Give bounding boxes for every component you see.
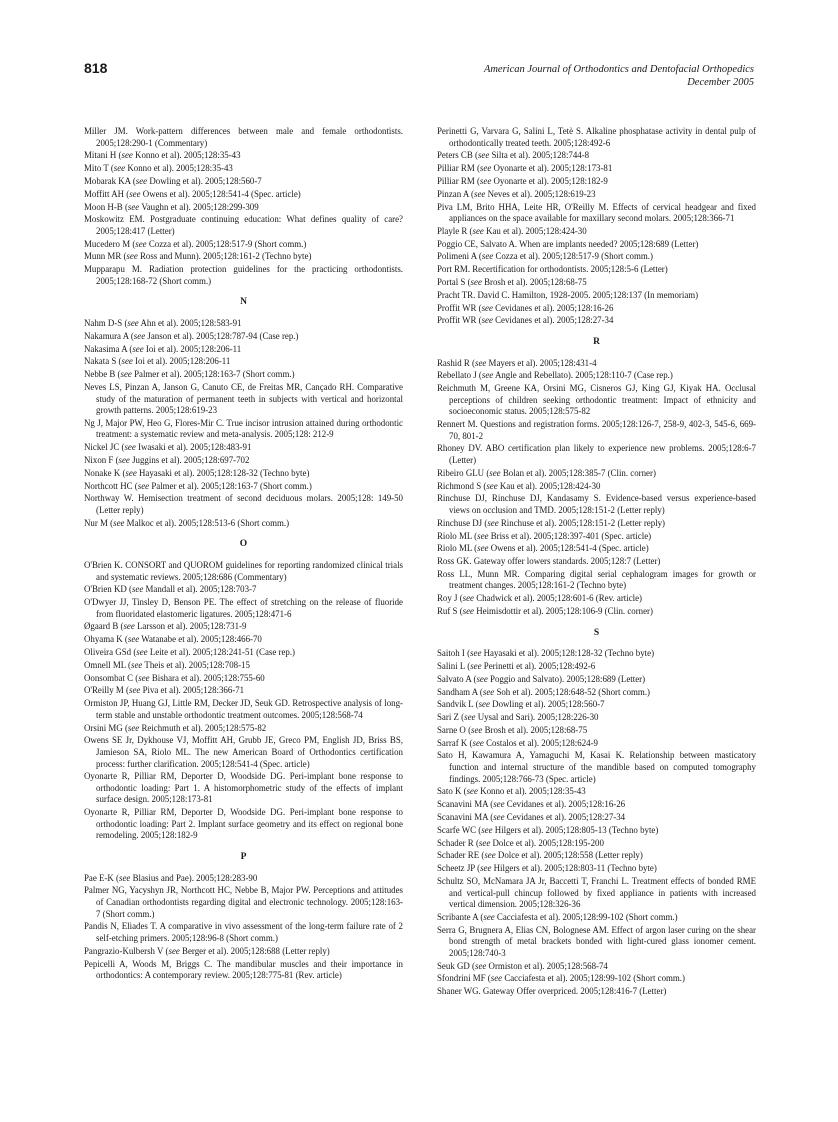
index-entry: Pangrazio-Kulbersh V (see Berger et al). 2005;128:688 (Letter reply) [84, 945, 330, 956]
index-entry: Sato K (see Konno et al). 2005;128:35-43 [437, 786, 586, 797]
index-entry: Roy J (see Chadwick et al). 2005;128:601-6 (Rev. article) [437, 593, 642, 604]
index-entry: Seuk GD (see Ormiston et al). 2005;128:568-74 [437, 960, 608, 971]
index-entry: Peters CB (see Silta et al). 2005;128:744-8 [437, 150, 590, 161]
journal-issue-date: December 2005 [687, 77, 754, 88]
index-entry: Ng J, Major PW, Heo G, Flores-Mir C. True incisor intrusion attained during orthodontic treatment: a systematic review and meta-analysis. 2005;128: 212-9 [84, 417, 403, 440]
index-entry: Ruf S (see Heimisdottir et al). 2005;128:106-9 (Clin. corner) [437, 606, 653, 617]
index-entry: Pilliar RM (see Oyonarte et al). 2005;128:182-9 [437, 175, 608, 186]
index-entry: Polimeni A (see Cozza et al). 2005;128:517-9 (Short comm.) [437, 251, 653, 262]
index-entry: Scheetz JP (see Hilgers et al). 2005;128:803-11 (Techno byte) [437, 863, 657, 874]
index-entry: Pracht TR. David C. Hamilton, 1928-2005. 2005;128:137 (In memoriam) [437, 289, 699, 300]
index-entry: Richmond S (see Kau et al). 2005;128:424-30 [437, 480, 601, 491]
section-letter-heading: P [240, 852, 247, 863]
journal-header [484, 63, 754, 89]
index-entry: Mucedero M (see Cozza et al). 2005;128:517-9 (Short comm.) [84, 238, 307, 249]
index-entry: Nakata S (see Ioi et al). 2005;128:206-11 [84, 356, 231, 367]
index-entry: Playle R (see Kau et al). 2005;128:424-30 [437, 225, 587, 236]
index-entry: Schader RE (see Dolce et al). 2005;128:558 (Letter reply) [437, 850, 643, 861]
index-entry: Sfondrini MF (see Cacciafesta et al). 2005;128:99-102 (Short comm.) [437, 973, 685, 984]
index-entry: Rennert M. Questions and registration forms. 2005;128:126-7, 258-9, 402-3, 545-6, 669-70, 801-2 [437, 419, 756, 441]
index-entry: Ross LL, Munn MR. Comparing digital serial cephalogram images for growth or treatment changes. 2005;128:161-2 (Techno byte) [437, 568, 756, 591]
index-entry: Nonake K (see Hayasaki et al). 2005;128:128-32 (Techno byte) [84, 467, 310, 478]
index-entry: Nur M (see Malkoc et al). 2005;128:513-6 (Short comm.) [84, 517, 290, 528]
index-column-left [84, 126, 403, 983]
index-entry: Rebellato J (see Angle and Rebellato). 2005;128:110-7 (Case rep.) [437, 370, 673, 381]
index-entry: O'Reilly M (see Piva et al). 2005;128:366-71 [84, 685, 245, 696]
journal-title: American Journal of Orthodontics and Dentofacial Orthopedics [483, 64, 754, 75]
index-entry: O'Brien KD (see Mandall et al). 2005;128:703-7 [84, 584, 257, 595]
index-entry: Neves LS, Pinzan A, Janson G, Canuto CE, de Freitas MR, Cançado RH. Comparative study of the maturation of permanent teeth in subjects with vertical and horizontal growth patterns. 2005;128:619-23 [84, 381, 403, 416]
index-entry: Mitani H (see Konno et al). 2005;128:35-43 [84, 150, 241, 161]
index-entry: Rinchuse DJ, Rinchuse DJ, Kandasamy S. Evidence-based versus experience-based views on occlusion and TMD. 2005;128:151-2 (Letter reply) [437, 493, 756, 515]
section-letter-heading: O [239, 539, 248, 550]
index-entry: Moffitt AH (see Owens et al). 2005;128:541-4 (Spec. article) [84, 188, 301, 199]
index-column-right [437, 126, 756, 999]
index-entry: Nakasima A (see Ioi et al). 2005;128:206-11 [84, 343, 242, 354]
index-entry: Oliveira GSd (see Leite et al). 2005;128:241-51 (Case rep.) [84, 647, 296, 658]
index-entry: Sarne O (see Brosh et al). 2005;128:68-75 [437, 724, 588, 735]
index-entry: Nebbe B (see Palmer et al). 2005;128:163-7 (Short comm.) [84, 369, 295, 380]
index-entry: Rhoney DV. ABO certification plan likely to experience new problems. 2005;128:6-7 (Letter) [437, 443, 756, 466]
index-entry: Rinchuse DJ (see Rinchuse et al). 2005;128:151-2 (Letter reply) [437, 517, 666, 528]
section-letter-heading: S [593, 627, 600, 638]
index-entry: Pandis N, Eliades T. A comparative in vivo assessment of the long-term failure rate of 2 self-etching primers. 2005;128:96-8 (Short comm.) [84, 921, 403, 943]
index-entry: Palmer NG, Yacyshyn JR, Northcott HC, Nebbe B, Major PW. Perceptions and attitudes of Canadian orthodontists regarding digital and electronic technology. 2005;128:163-7 (Short comm.) [84, 885, 403, 919]
index-entry: Pepicelli A, Woods M, Briggs C. The mandibular muscles and their importance in orthodontics: A contemporary review. 2005;128:775-81 (Rev. article) [84, 958, 403, 981]
index-entry: Øgaard B (see Larsson et al). 2005;128:731-9 [84, 621, 247, 632]
index-entry: Sari Z (see Uysal and Sari). 2005;128:226-30 [437, 712, 599, 723]
index-entry: Schader R (see Dolce et al). 2005;128:195-200 [437, 837, 604, 848]
index-entry: Pilliar RM (see Oyonarte et al). 2005;128:173-81 [437, 163, 613, 174]
index-entry: Sandham A (see Soh et al). 2005;128:648-52 (Short comm.) [437, 686, 651, 697]
index-entry: Poggio CE, Salvato A. When are implants needed? 2005;128:689 (Letter) [437, 238, 699, 249]
index-entry: Riolo ML (see Owens et al). 2005;128:541-4 (Spec. article) [437, 543, 649, 554]
index-entry: Sato H, Kawamura A, Yamaguchi M, Kasai K. Relationship between masticatory function and internal structure of the mandible based on computed tomography findings. 2005;128:766-73 (Spec. article) [437, 750, 756, 784]
index-entry: Scanavini MA (see Cevidanes et al). 2005;128:27-34 [437, 812, 626, 822]
index-entry: Nixon F (see Juggins et al). 2005;128:697-702 [84, 455, 250, 466]
index-entry: Moskowitz EM. Postgraduate continuing education: What defines quality of care? 2005;128:417 (Letter) [84, 214, 403, 236]
index-entry: Reichmuth M, Greene KA, Orsini MG, Cisneros GJ, King GJ, Kiyak HA. Occlusal perceptions of children seeking orthodontic treatment: Impact of ethnicity and socioeconomic status. 2005;128:575-82 [437, 383, 756, 417]
index-entry: Northway W. Hemisection treatment of second deciduous molars. 2005;128: 149-50 (Letter reply) [84, 493, 403, 515]
index-entry: O'Dwyer JJ, Tinsley D, Benson PE. The effect of stretching on the release of fluoride from fluoridated elastomeric ligatures. 2005;128:471-6 [84, 597, 403, 619]
index-entry: Nickel JC (see Iwasaki et al). 2005;128:483-91 [84, 442, 252, 453]
index-entry: Mito T (see Konno et al). 2005;128:35-43 [84, 163, 233, 174]
index-entry: Piva LM, Brito HHA, Leite HR, O'Reilly M. Effects of cervical headgear and fixed appliances on the space available for maxillary second molars. 2005;128:366-71 [437, 201, 756, 224]
index-entry: Perinetti G, Varvara G, Salini L, Tetè S. Alkaline phosphatase activity in dental pulp of orthodontically treated teeth. 2005;128:492-6 [437, 126, 756, 148]
index-entry: Proffit WR (see Cevidanes et al). 2005;128:16-26 [437, 302, 614, 313]
index-entry: Mobarak KA (see Dowling et al). 2005;128:560-7 [84, 175, 262, 186]
index-entry: Ribeiro GLU (see Bolan et al). 2005;128:385-7 (Clin. corner) [437, 467, 656, 478]
index-entry: Nahm D-S (see Ahn et al). 2005;128:583-91 [84, 318, 242, 328]
index-entry: Oyonarte R, Pilliar RM, Deporter D, Woodside DG. Peri-implant bone response to orthodontic loading: Part 2. Implant surface geometry and its effect on regional bone remodeling. 2005;128:182-9 [84, 807, 403, 841]
index-entry: Portal S (see Brosh et al). 2005;128:68-75 [437, 277, 587, 287]
index-entry: Scanavini MA (see Cevidanes et al). 2005;128:16-26 [437, 799, 626, 810]
index-entry: Schultz SO, McNamara JA Jr, Baccetti T, Franchi L. Treatment effects of bonded RME and vertical-pull chincup followed by fixed appliance in patients with increased vertical dimension. 2005;128:326-36 [437, 875, 756, 910]
index-entry: Oyonarte R, Pilliar RM, Deporter D, Woodside DG. Peri-implant bone response to orthodontic loading: Part 1. A histomorphometric study of the effects of implant surface design. 2005;128:173-81 [84, 771, 403, 805]
index-entry: Salvato A (see Poggio and Salvato). 2005;128:689 (Letter) [437, 673, 646, 684]
index-entry: Shaner WG. Gateway Offer overpriced. 2005;128:416-7 (Letter) [437, 986, 667, 997]
index-entry: Oonsombat C (see Bishara et al). 2005;128:755-60 [84, 672, 265, 683]
index-entry: Ross GK. Gateway offer lowers standards. 2005;128:7 (Letter) [437, 556, 661, 567]
index-entry: Salini L (see Perinetti et al). 2005;128:492-6 [437, 661, 596, 671]
index-entry: Proffit WR (see Cevidanes et al). 2005;128:27-34 [437, 315, 614, 326]
index-entry: Ohyama K (see Watanabe et al). 2005;128:466-70 [84, 634, 262, 645]
index-entry: Pinzan A (see Neves et al). 2005;128:619-23 [437, 188, 596, 199]
index-entry: Port RM. Recertification for orthodontists. 2005;128:5-6 (Letter) [437, 264, 668, 275]
index-entry: Omnell ML (see Theis et al). 2005;128:708-15 [84, 659, 250, 670]
index-entry: Sandvik L (see Dowling et al). 2005;128:560-7 [437, 699, 605, 710]
index-entry: Munn MR (see Ross and Munn). 2005;128:161-2 (Techno byte) [84, 251, 312, 262]
index-entry: Sarraf K (see Costalos et al). 2005;128:624-9 [437, 737, 598, 748]
page-number: 818 [84, 60, 108, 76]
index-entry: Rashid R (see Mayers et al). 2005;128:431-4 [437, 357, 597, 368]
index-entry: Orsini MG (see Reichmuth et al). 2005;128:575-82 [84, 722, 267, 733]
index-entry: Owens SE Jr, Dykhouse VJ, Moffitt AH, Grubb JE, Greco PM, English JD, Briss BS, Jamieson SA, Riolo ML. The new American Board of Orthodontics certification process: further clarification. 2005;128:541-4 (Spec. article) [84, 735, 403, 769]
index-entry: Scribante A (see Cacciafesta et al). 2005;128:99-102 (Short comm.) [437, 911, 678, 922]
index-entry: Moon H-B (see Vaughn et al). 2005;128:299-309 [84, 201, 259, 212]
index-entry: Saitoh I (see Hayasaki et al). 2005;128:128-32 (Techno byte) [437, 648, 655, 659]
index-entry: Serra G, Brugnera A, Elias CN, Bolognese AM. Effect of argon laser curing on the shear bond strength of metal brackets bonded with light-cured glass ionomer cement. 2005;128:740-3 [437, 924, 756, 958]
index-entry: Pae E-K (see Blasius and Pae). 2005;128:283-90 [84, 872, 258, 883]
index-entry: Riolo ML (see Briss et al). 2005;128:397-401 (Spec. article) [437, 530, 652, 541]
index-entry: Nakamura A (see Janson et al). 2005;128:787-94 (Case rep.) [84, 330, 299, 341]
index-entry: Northcott HC (see Palmer et al). 2005;128:163-7 (Short comm.) [84, 480, 312, 491]
index-entry: Miller JM. Work-pattern differences between male and female orthodontists. 2005;128:290-1 (Commentary) [84, 126, 403, 148]
index-entry: Ormiston JP, Huang GJ, Little RM, Decker JD, Seuk GD. Retrospective analysis of long-term stable and unstable orthodontic treatment outcomes. 2005;128:568-74 [84, 698, 403, 720]
index-entry: Scarfe WC (see Hilgers et al). 2005;128:805-13 (Techno byte) [437, 824, 659, 835]
index-entry: O'Brien K. CONSORT and QUOROM guidelines for reporting randomized clinical trials and systematic reviews. 2005;128:686 (Commentary) [84, 559, 403, 582]
index-entry: Mupparapu M. Radiation protection guidelines for the practicing orthodontists. 2005;128:168-72 (Short comm.) [84, 264, 403, 286]
section-letter-heading: R [593, 336, 600, 347]
section-letter-heading: N [240, 297, 247, 308]
